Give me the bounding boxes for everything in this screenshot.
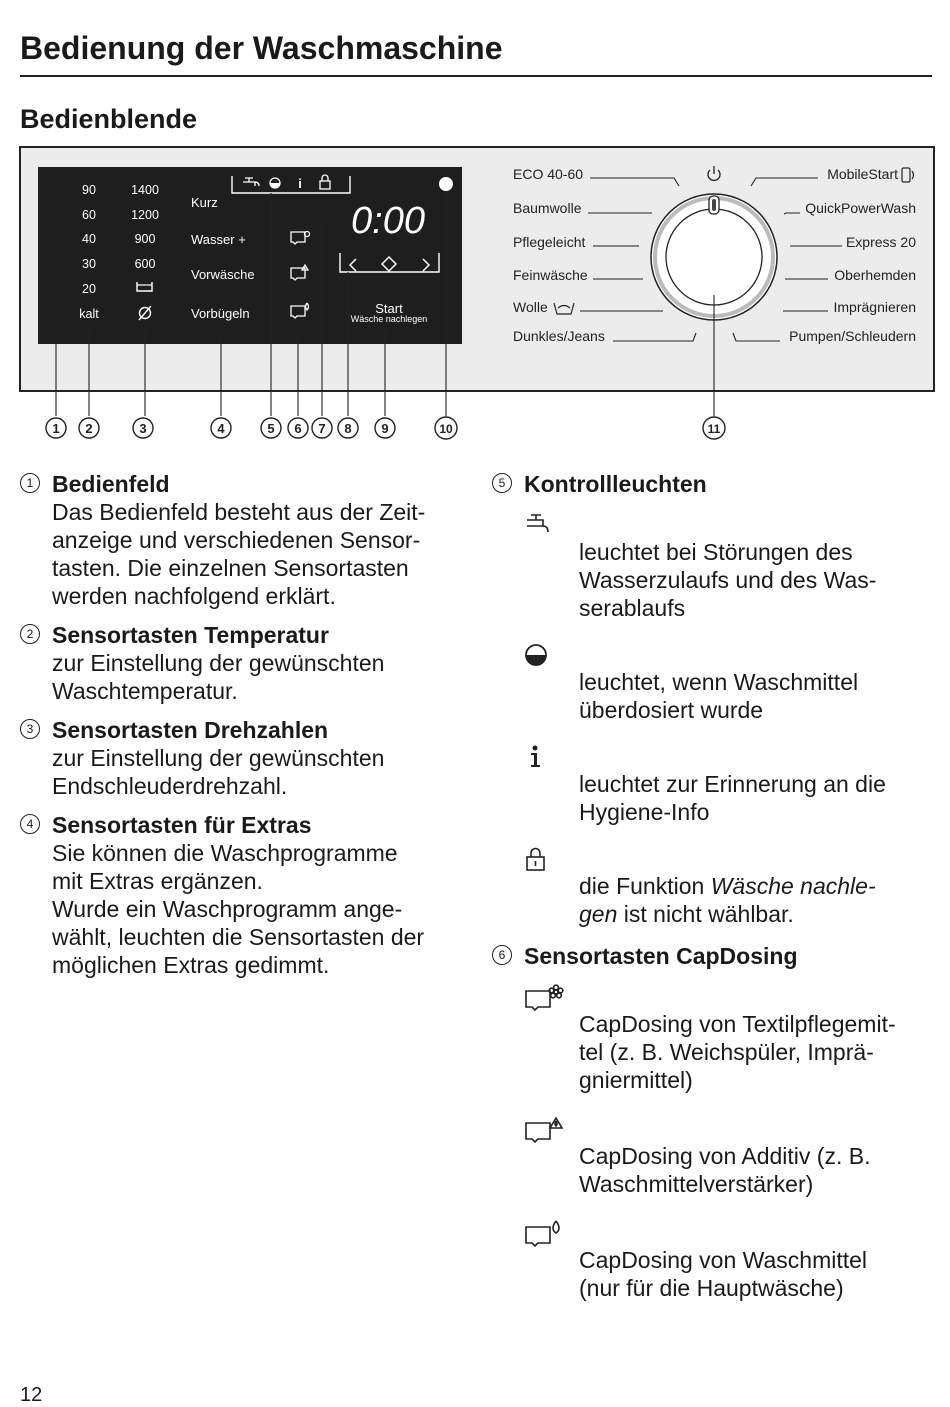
callout-9: 9	[381, 421, 389, 436]
program-pflegeleicht: Pflegeleicht	[513, 234, 586, 250]
tap-icon	[523, 512, 549, 538]
item-title: Sensortasten für Extras	[52, 812, 312, 838]
cap-drop-icon	[523, 1220, 569, 1250]
program-mobilestart: MobileStart	[827, 166, 898, 182]
item-body: Das Bedienfeld besteht aus der Zeit- anzeige und verschiedenen Sensor- tasten. Die einzelnen Sensortasten werden nachfolgend erklärt.	[52, 499, 426, 609]
temp-90: 90	[82, 183, 96, 197]
temp-kalt: kalt	[79, 307, 99, 321]
start-sublabel: Wäsche nachlegen	[350, 314, 428, 324]
kontroll-entry-lock	[523, 844, 932, 928]
item-body: zur Einstellung der gewünschten Waschtemperatur.	[52, 650, 385, 704]
page-number: 12	[20, 1384, 43, 1406]
item-number: 6	[492, 945, 512, 965]
program-baumwolle: Baumwolle	[513, 200, 582, 216]
entry-text: leuchtet zur Erinnerung an die Hygiene-Info	[579, 771, 886, 825]
callout-10: 10	[439, 422, 453, 436]
item-drehzahlen	[20, 716, 460, 800]
item-bedienfeld	[20, 470, 460, 610]
title-rule	[20, 75, 932, 77]
item-number: 1	[20, 473, 40, 493]
item-capdosing	[492, 942, 932, 970]
program-impraegnieren: Imprägnieren	[833, 299, 916, 315]
callout-11: 11	[707, 422, 721, 436]
entry-text-italic: Wäsche nachle- gen	[579, 873, 876, 927]
item-number: 5	[492, 473, 512, 493]
left-column	[20, 470, 460, 990]
panel-info-icon: i	[298, 176, 302, 191]
callout-7: 7	[318, 421, 326, 436]
kontroll-entry-info	[523, 742, 932, 826]
cap-additive-icon	[523, 1116, 569, 1146]
item-number: 4	[20, 814, 40, 834]
capdosing-entry-textile	[523, 982, 932, 1094]
speed-900: 900	[134, 232, 156, 246]
speed-1400: 1400	[131, 183, 159, 197]
control-panel-figure	[0, 140, 950, 450]
lock-icon	[523, 846, 549, 872]
item-kontrollleuchten	[492, 470, 932, 498]
callout-1: 1	[52, 421, 60, 436]
callout-5: 5	[267, 421, 275, 436]
item-title: Sensortasten CapDosing	[524, 943, 798, 969]
item-body: zur Einstellung der gewünschten Endschleuderdrehzahl.	[52, 745, 385, 799]
temp-20: 20	[82, 282, 96, 296]
callout-3: 3	[139, 421, 147, 436]
item-extras	[20, 811, 460, 979]
extra-vorbuegeln: Vorbügeln	[191, 306, 250, 321]
program-quickpowerwash: QuickPowerWash	[805, 200, 916, 216]
program-wolle: Wolle	[513, 299, 548, 315]
temp-60: 60	[82, 208, 96, 222]
item-title: Sensortasten Drehzahlen	[52, 717, 329, 743]
item-title: Sensortasten Temperatur	[52, 622, 329, 648]
program-eco: ECO 40-60	[513, 166, 584, 182]
detergent-overdose-icon	[523, 642, 549, 668]
item-title: Kontrollleuchten	[524, 471, 707, 497]
callout-4: 4	[217, 421, 225, 436]
temp-40: 40	[82, 232, 96, 246]
item-temperatur	[20, 621, 460, 705]
optical-interface	[439, 177, 453, 191]
extra-kurz: Kurz	[191, 195, 218, 210]
entry-text: CapDosing von Textilpflegemit- tel (z. B. Weichspüler, Imprä- gniermittel)	[579, 1011, 896, 1093]
kontroll-entry-overdose	[523, 640, 932, 724]
time-display: 0:00	[351, 200, 425, 242]
cap-flower-icon	[523, 984, 569, 1014]
capdosing-entry-additive	[523, 1114, 932, 1198]
item-title: Bedienfeld	[52, 471, 170, 497]
temp-30: 30	[82, 257, 96, 271]
info-icon	[523, 744, 549, 770]
item-number: 3	[20, 719, 40, 739]
program-oberhemden: Oberhemden	[834, 267, 916, 283]
entry-text: CapDosing von Waschmittel (nur für die Hauptwäsche)	[579, 1247, 868, 1301]
speed-1200: 1200	[131, 208, 159, 222]
entry-text: leuchtet, wenn Waschmittel überdosiert wurde	[579, 669, 859, 723]
section-title: Bedienblende	[20, 104, 198, 134]
page-title: Bedienung der Waschmaschine	[20, 30, 503, 66]
right-column	[492, 470, 932, 1320]
capdosing-entry-detergent	[523, 1218, 932, 1302]
entry-text: CapDosing von Additiv (z. B. Waschmittelverstärker)	[579, 1143, 871, 1197]
entry-text-after: ist nicht wählbar.	[617, 901, 794, 927]
program-feinwaesche: Feinwäsche	[513, 267, 588, 283]
extra-wasser: Wasser +	[191, 232, 246, 247]
callout-8: 8	[344, 421, 352, 436]
callout-6: 6	[294, 421, 302, 436]
callout-2: 2	[85, 421, 93, 436]
program-dunkles: Dunkles/Jeans	[513, 328, 605, 344]
kontroll-entry-tap	[523, 510, 932, 622]
entry-text-before: die Funktion	[579, 873, 711, 899]
entry-text: leuchtet bei Störungen des Wasserzulaufs und des Was- serablaufs	[579, 539, 877, 621]
item-number: 2	[20, 624, 40, 644]
program-express: Express 20	[845, 234, 916, 250]
extra-vorwaesche: Vorwäsche	[191, 267, 255, 282]
item-body: Sie können die Waschprogramme mit Extras ergänzen. Wurde ein Waschprogramm ange- wählt, leuchten die Sensortasten der möglichen Extras gedimmt.	[52, 840, 425, 978]
program-pumpen: Pumpen/Schleudern	[789, 328, 916, 344]
speed-600: 600	[134, 257, 156, 271]
start-label: Start	[375, 301, 403, 316]
